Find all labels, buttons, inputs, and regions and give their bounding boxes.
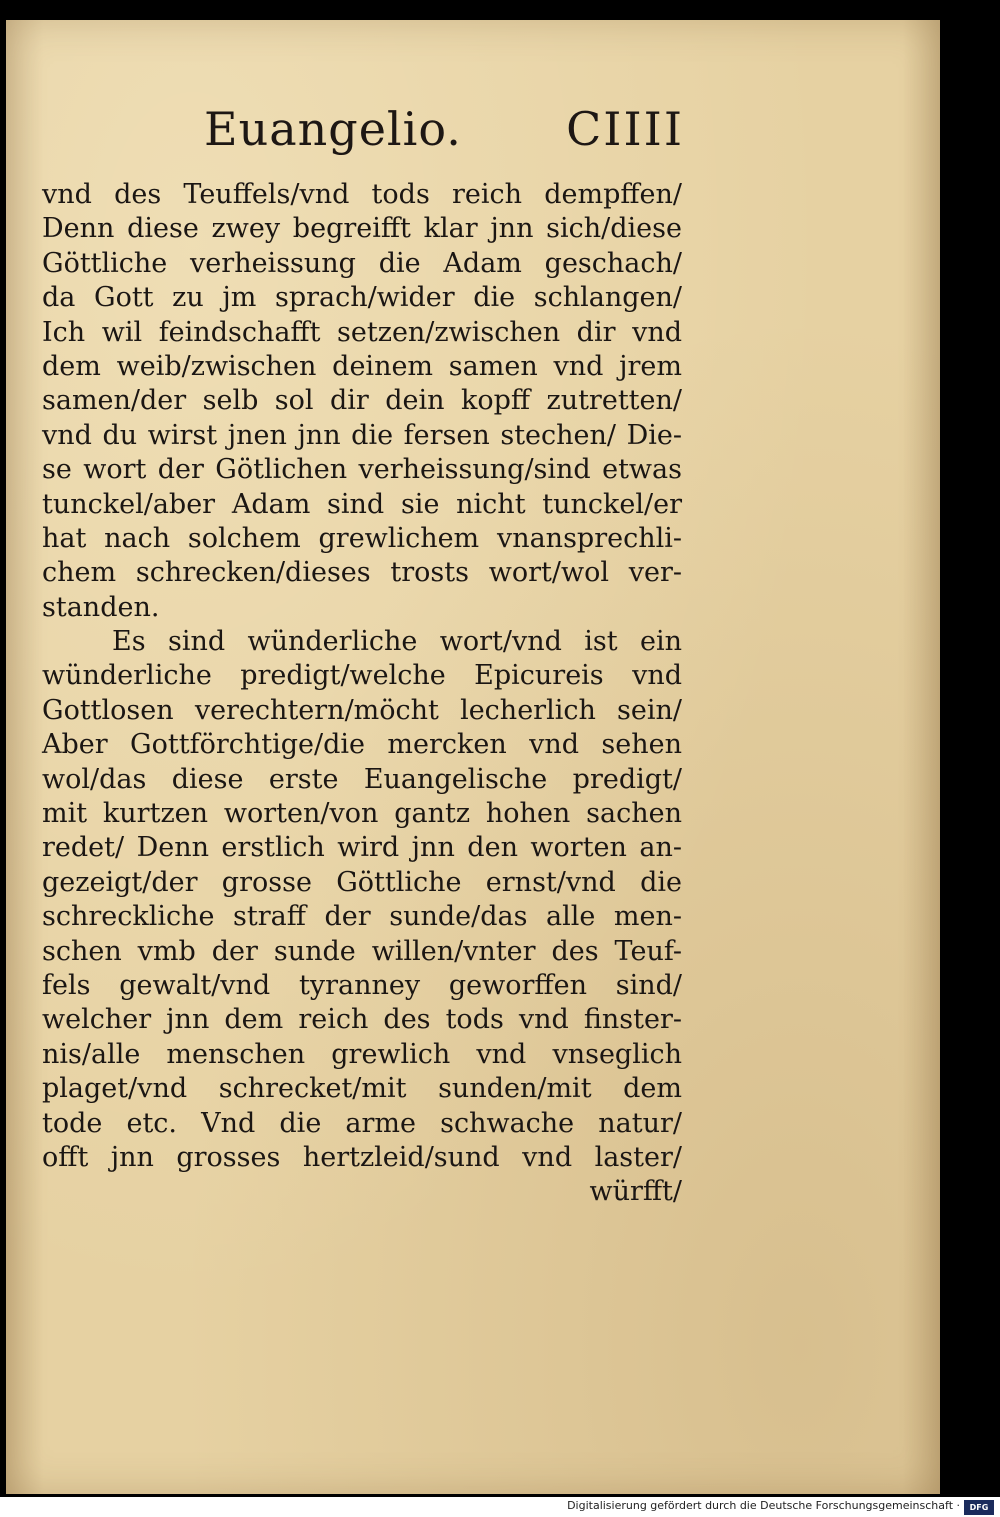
text-line: se wort der Götlichen verheissung/sind etwas (42, 454, 682, 486)
text-line: gezeigt/der grosse Göttliche ernst/vnd die (42, 866, 682, 898)
footer-bar (0, 1497, 1000, 1517)
text-line: schen vmb der sunde willen/vnter des Teuf- (42, 935, 682, 967)
folio-number: CIIII (566, 102, 684, 156)
text-line: da Gott zu jm sprach/wider die schlangen/ (42, 282, 682, 314)
text-line: Ich wil feindschafft setzen/zwischen dir vnd (42, 316, 682, 348)
text-line: standen. (42, 591, 160, 623)
text-line: plaget/vnd schrecket/mit sunden/mit dem (42, 1073, 682, 1105)
text-line: Gottlosen verechtern/möcht lecherlich sein/ (42, 694, 682, 726)
running-title: Euangelio. (204, 102, 462, 156)
text-line: vnd du wirst jnen jnn die fersen stechen/ Die- (42, 419, 682, 451)
text-line: redet/ Denn erstlich wird jnn den worten an- (42, 832, 682, 864)
text-line: samen/der selb sol dir dein kopff zutretten/ (42, 385, 682, 417)
text-line: hat nach solchem grewlichem vnansprechli- (42, 522, 682, 554)
text-line: tunckel/aber Adam sind sie nicht tunckel/er (42, 488, 682, 520)
text-line: welcher jnn dem reich des tods vnd finster- (42, 1004, 682, 1036)
catchword: würfft/ (589, 1176, 682, 1208)
funding-credit: Digitalisierung gefördert durch die Deutsche Forschungsgemeinschaft · (567, 1499, 960, 1512)
text-line: chem schrecken/dieses trosts wort/wol ver- (42, 557, 682, 589)
dfg-logo: DFG (964, 1500, 994, 1515)
text-line: offt jnn grosses hertzleid/sund vnd laster/ (42, 1141, 682, 1173)
text-line: schreckliche straff der sunde/das alle men- (42, 901, 682, 933)
paragraph-start-line: Es sind wünderliche wort/vnd ist ein (112, 626, 682, 658)
text-line: mit kurtzen worten/von gantz hohen sachen (42, 798, 682, 830)
book-page (6, 20, 940, 1494)
text-line: nis/alle menschen grewlich vnd vnseglich (42, 1038, 682, 1070)
text-line: vnd des Teuffels/vnd tods reich dempffen/ (42, 179, 682, 210)
text-block (42, 178, 682, 1210)
text-line: wünderliche predigt/welche Epicureis vnd (42, 660, 682, 692)
text-line: tode etc. Vnd die arme schwache natur/ (42, 1107, 682, 1139)
running-header (204, 102, 684, 172)
text-line: Denn diese zwey begreifft klar jnn sich/diese (42, 213, 682, 245)
text-line: Göttliche verheissung die Adam geschach/ (42, 247, 682, 279)
text-line: Aber Gottförchtige/die mercken vnd sehen (42, 729, 682, 761)
text-line: dem weib/zwischen deinem samen vnd jrem (42, 350, 682, 382)
text-line: fels gewalt/vnd tyranney geworffen sind/ (42, 969, 682, 1001)
text-line: wol/das diese erste Euangelische predigt/ (42, 763, 682, 795)
